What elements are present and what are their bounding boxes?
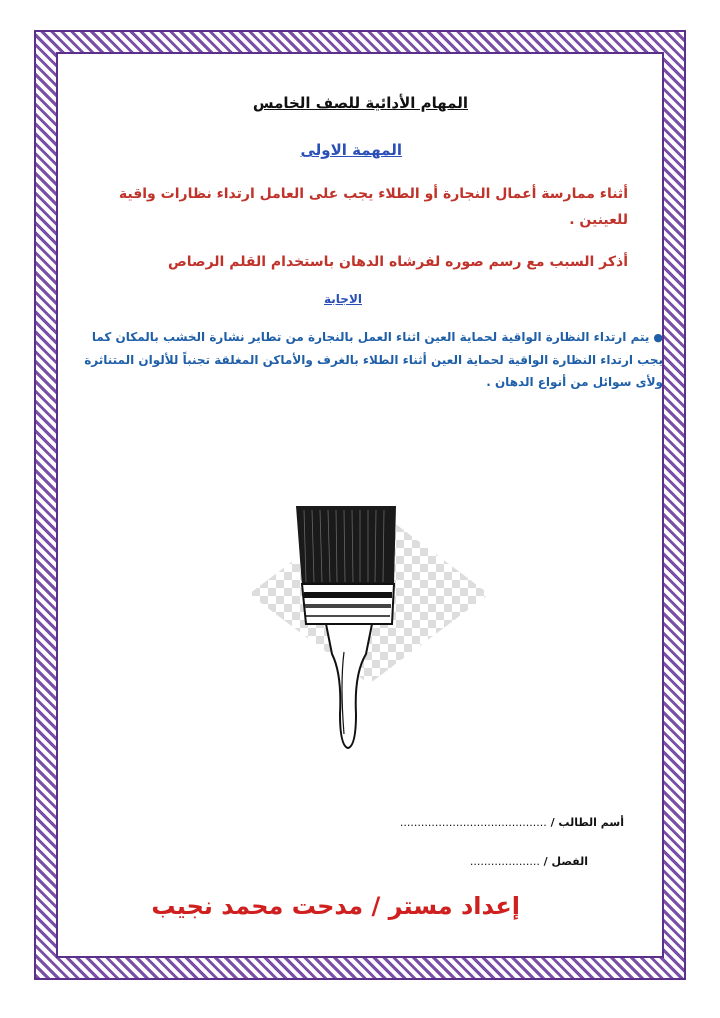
paint-brush-icon — [244, 484, 494, 754]
author-credit: إعداد مستر / مدحت محمد نجيب — [151, 892, 520, 920]
answer-paragraph — [63, 326, 663, 393]
task-title: المهمة الاولى — [300, 141, 402, 159]
class-field — [470, 855, 588, 868]
student-name-field — [400, 816, 624, 829]
student-name-value: .......................................... — [399, 816, 547, 829]
question-statement: أثناء ممارسة أعمال النجارة أو الطلاء يجب على العامل ارتداء نظارات واقية للعينين . — [118, 186, 628, 228]
answer-text: يتم ارتداء النظارة الواقية لحماية العين اثناء العمل بالنجارة من تطاير نشارة الخشب بالمكان كما يجب ارتداء النظارة الواقية لحماية العين أثناء الطلاء بالغرف والأماكن المغلقة تجنباً للألوان المتناثرة ولأى سوائل من أنواع الدهان . — [84, 330, 663, 389]
student-name-label: أسم الطالب / — [550, 816, 624, 829]
class-value: .................... — [469, 855, 540, 868]
question-instruction: أذكر السبب مع رسم صوره لفرشاه الدهان باستخدام القلم الرصاص — [167, 254, 628, 270]
paint-brush-illustration — [244, 484, 494, 754]
bullet-dot-icon: ● — [653, 331, 663, 344]
answer-heading: الاجابة — [324, 292, 362, 306]
page-title: المهام الأدائية للصف الخامس — [252, 94, 468, 112]
class-label: الفصل / — [543, 855, 588, 868]
